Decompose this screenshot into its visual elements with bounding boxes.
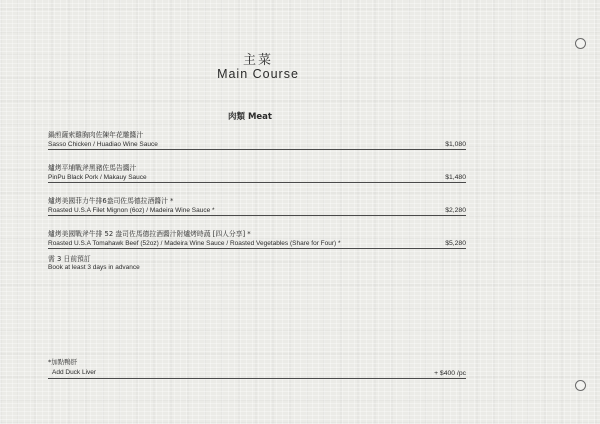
item-name-zh: 爐烤平埔戰斧黑豬佐馬告醬汁 — [48, 164, 137, 172]
item-price: $2,280 — [445, 207, 466, 214]
item-name-zh: 爐烤美國菲力牛排6盎司佐馬德拉酒醬汁 * — [48, 197, 174, 205]
binder-hole-bottom-icon — [575, 380, 586, 391]
menu-item — [48, 197, 466, 216]
menu-item — [48, 230, 466, 249]
item-name-zh: 爐烤美國戰斧牛排 52 盎司佐馬德拉酒醬汁附爐烤時蔬 [四人分享] * — [48, 230, 251, 238]
item-price: $1,080 — [445, 141, 466, 148]
section-heading: 肉類 Meat — [228, 112, 272, 122]
item-name-en: Roasted U.S.A Tomahawk Beef (52oz) / Madeira Wine Sauce / Roasted Vegetables (Share for Four) * — [48, 240, 341, 247]
reservation-note-en: Book at least 3 days in advance — [48, 264, 140, 271]
binder-hole-top-icon — [575, 38, 586, 49]
reservation-note-zh: 需 3 日前預訂 — [48, 255, 91, 263]
item-price: $1,480 — [445, 174, 466, 181]
menu-item — [48, 131, 466, 150]
item-name-en: Roasted U.S.A Filet Mignon (6oz) / Madeira Wine Sauce * — [48, 207, 215, 214]
page-title-zh: 主菜 — [242, 53, 273, 68]
addon-price: + $400 /pc — [434, 370, 466, 377]
addon-item — [48, 368, 466, 379]
menu-item — [48, 164, 466, 183]
page-title-en: Main Course — [217, 67, 299, 81]
item-name-en: PinPu Black Pork / Makauy Sauce — [48, 174, 147, 181]
addon-name-en: Add Duck Liver — [52, 369, 97, 376]
item-name-en: Sasso Chicken / Huadiao Wine Sauce — [48, 141, 158, 148]
addon-label-zh: *加點鴨肝 — [48, 358, 78, 366]
item-name-zh: 鍋煎薩索雞胸肉佐陳年花雕醬汁 — [48, 131, 144, 139]
item-price: $5,280 — [445, 240, 466, 247]
